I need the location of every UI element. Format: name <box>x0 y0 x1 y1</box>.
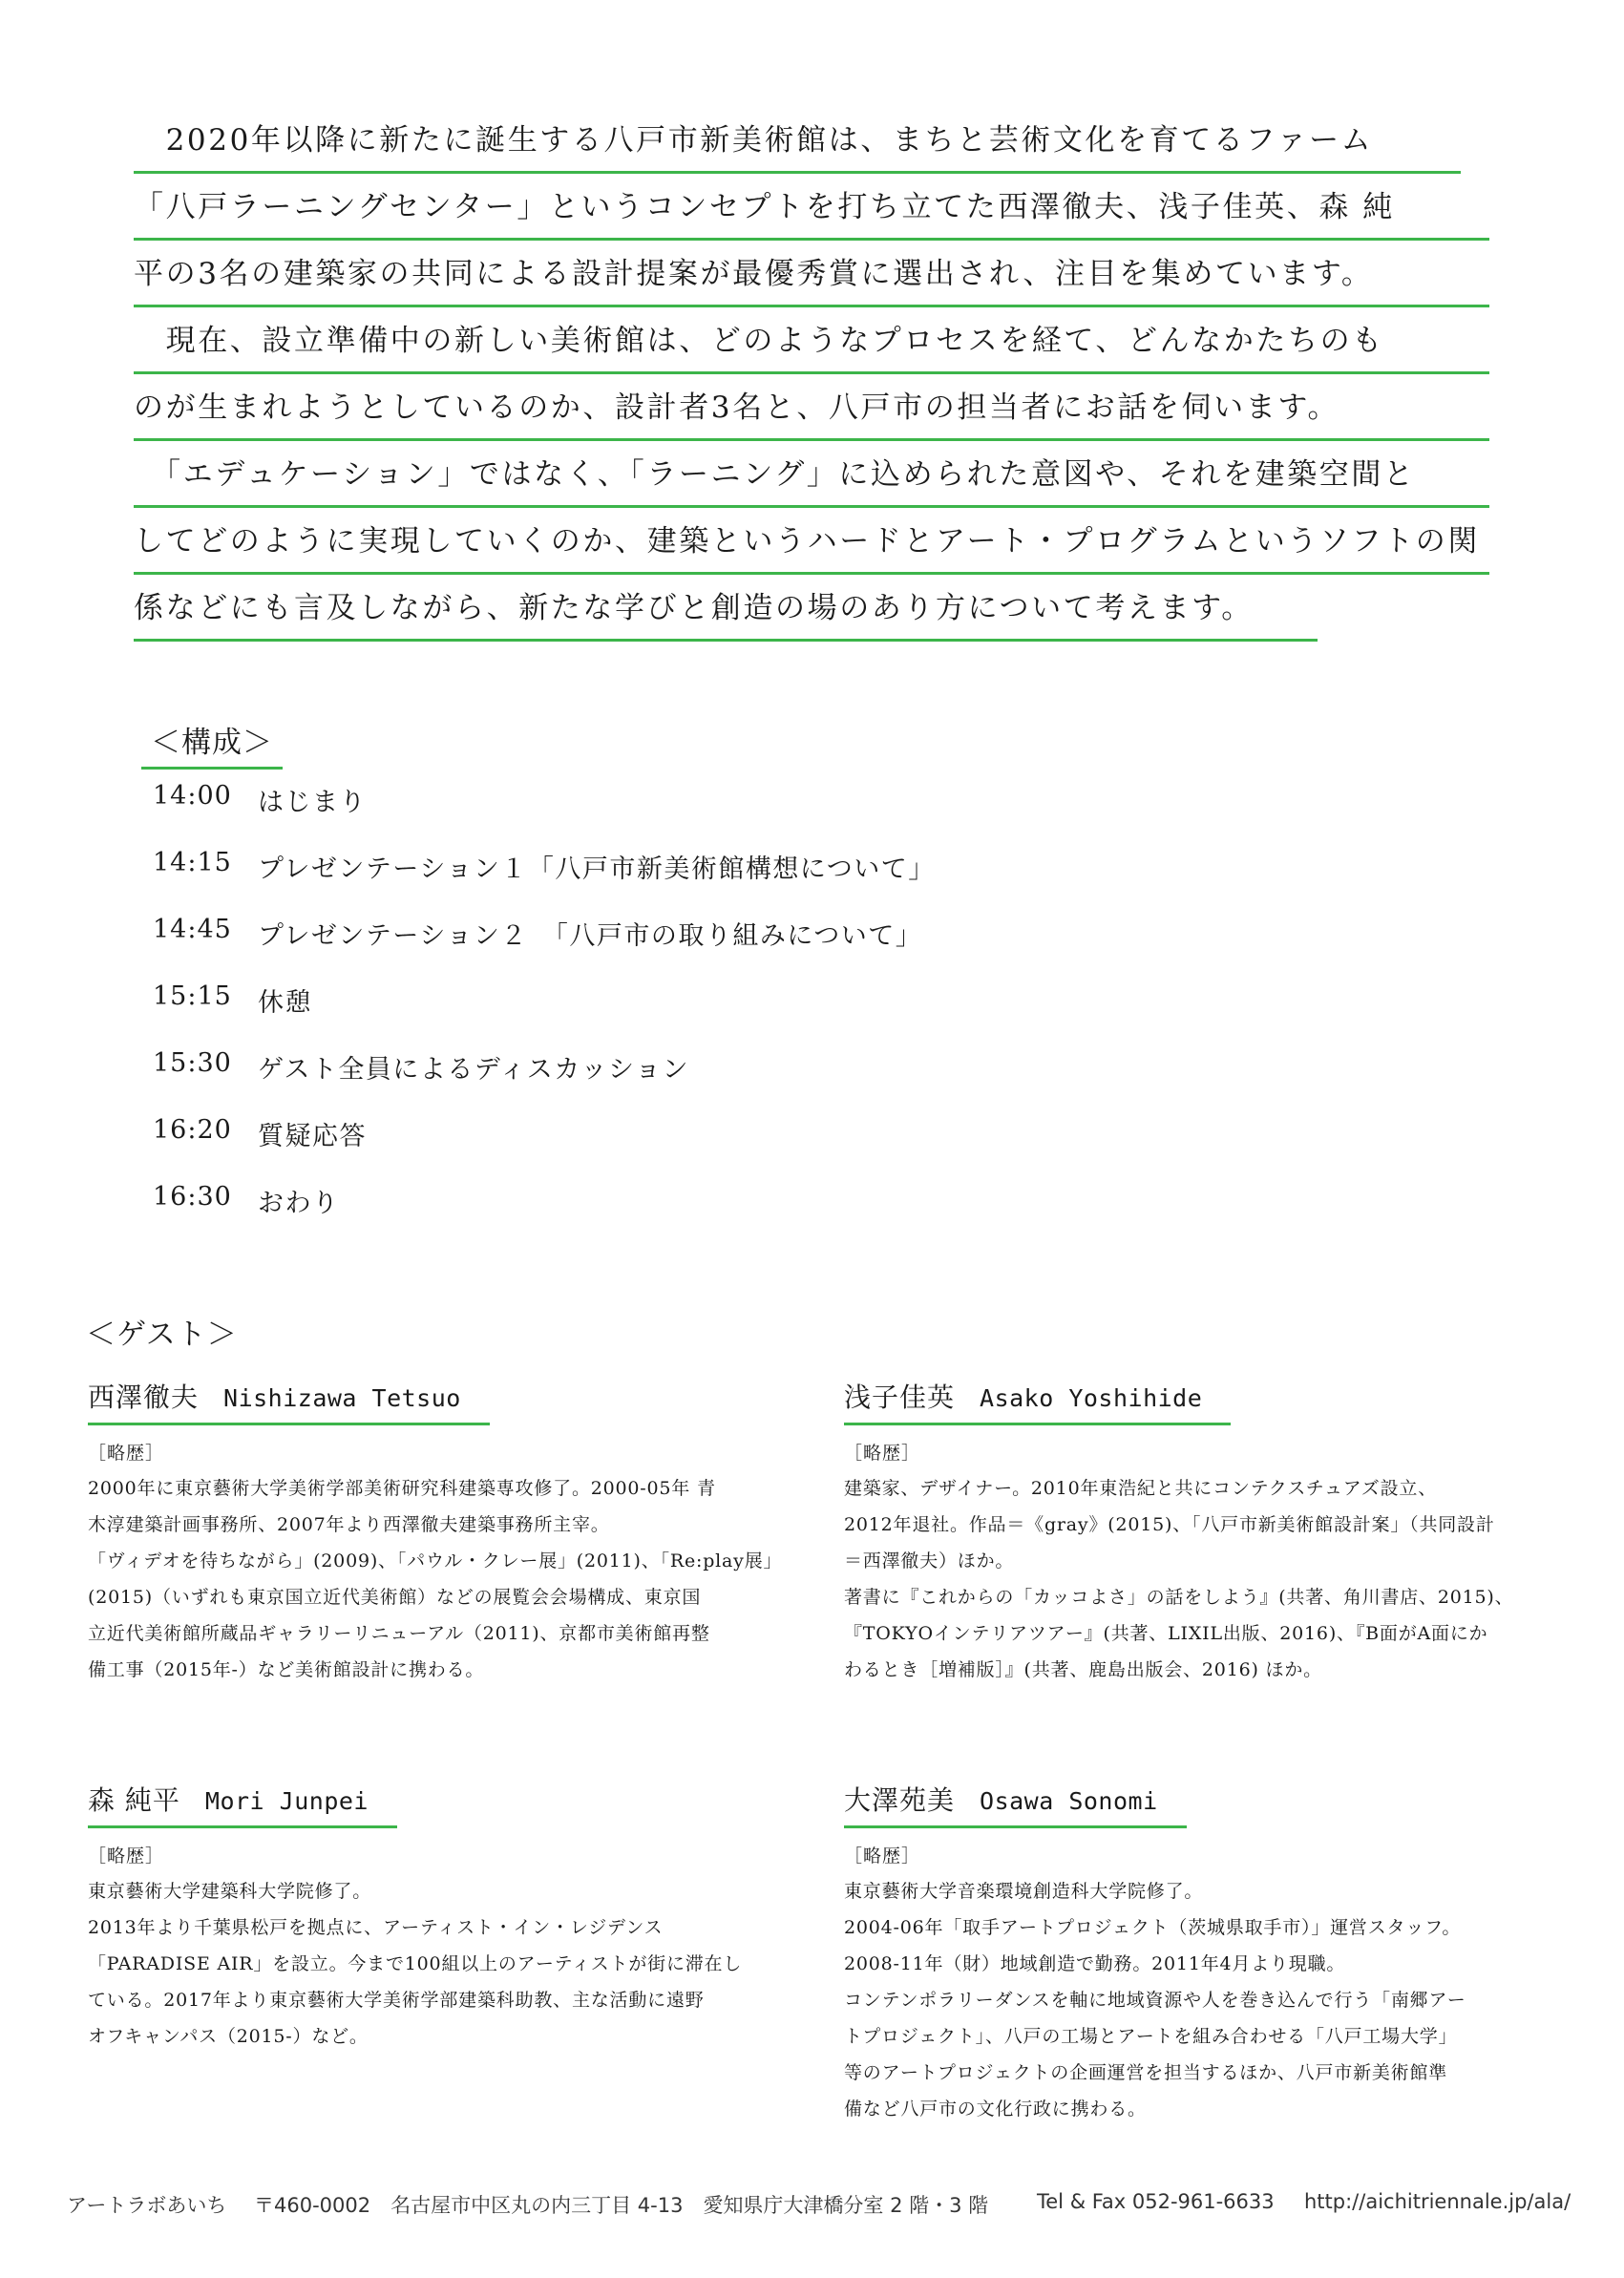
guest-bio-line: 2004-06年「取手アートプロジェクト（茨城県取手市）」運営スタッフ。 <box>844 1917 1462 1938</box>
guest-name-ja: 森 純平 <box>88 1784 180 1816</box>
guest-bio-line: (2015)（いずれも東京国立近代美術館）などの展覧会会場構成、東京国 <box>88 1587 702 1608</box>
schedule-time: 16:20 <box>153 1115 232 1145</box>
schedule-time: 15:30 <box>153 1048 232 1078</box>
guest-bio-line: 東京藝術大学音楽環境創造科大学院修了。 <box>844 1881 1204 1902</box>
schedule-time: 15:15 <box>153 981 232 1011</box>
guest-name <box>88 1780 397 1828</box>
schedule-time: 14:15 <box>153 848 232 877</box>
guest-name-ja: 西澤徹夫 <box>88 1382 200 1413</box>
guest-bio-line: オフキャンパス（2015-）など。 <box>88 2026 369 2047</box>
guest-bio-line: 著書に『これからの「カッコよさ」の話をしよう』(共著、角川書店、2015)、 <box>844 1587 1514 1608</box>
guest-bio-line: 立近代美術館所蔵品ギャラリーリニューアル（2011)、京都市美術館再整 <box>88 1623 710 1644</box>
guest-name-en: Mori Junpei <box>204 1787 369 1815</box>
intro-line: 係などにも言及しながら、新たな学びと創造の場のあり方について考えます。 <box>134 575 1318 642</box>
guest-bio-line: 2008-11年（財）地域創造で勤務。2011年4月より現職。 <box>844 1953 1346 1974</box>
guest-card <box>844 1780 1550 2127</box>
intro-line: 2020年以降に新たに誕生する八戸市新美術館は、まちと芸術文化を育てるファーム <box>134 107 1461 174</box>
schedule-label: 質疑応答 <box>258 1122 367 1151</box>
guest-bio-line: 備など八戸市の文化行政に携わる。 <box>844 2099 1147 2120</box>
schedule-heading: ＜構成＞ <box>141 718 283 770</box>
guest-name <box>88 1377 490 1425</box>
guest-bio-line: わるとき［増補版］』(共著、鹿島出版会、2016) ほか。 <box>844 1659 1322 1680</box>
guest-card <box>88 1377 794 1688</box>
intro-line: 「八戸ラーニングセンター」というコンセプトを打ち立てた西澤徹夫、浅子佳英、森 純 <box>134 174 1489 241</box>
guest-card <box>844 1377 1550 1688</box>
schedule-time: 14:00 <box>153 781 232 811</box>
guest-tag: ［略歴］ <box>88 1846 165 1867</box>
guest-name-en: Osawa Sonomi <box>980 1787 1158 1815</box>
schedule-label: プレゼンテーション１「八戸市新美術館構想について」 <box>258 854 936 884</box>
guest-bio-line: 『TOKYOインテリアツアー』(共著、LIXIL出版、2016)、『B面がA面にか <box>844 1623 1488 1644</box>
schedule-label: プレゼンテーション２ 「八戸市の取り組みについて」 <box>258 921 923 951</box>
guest-bio-line: 2012年退社。作品＝《gray》(2015)、「八戸市新美術館設計案」（共同設計 <box>844 1514 1495 1535</box>
footer-address: 〒460-0002 名古屋市中区丸の内三丁目 4-13 愛知県庁大津橋分室 2 階・3 階 <box>254 2194 989 2217</box>
schedule-label: はじまり <box>258 788 367 817</box>
guest-bio-line: 「PARADISE AIR」を設立。今まで100組以上のアーティストが街に滞在し <box>88 1953 743 1974</box>
guest-bio <box>88 1470 794 1688</box>
guest-bio-line: トプロジェクト」、八戸の工場とアートを組み合わせる「八戸工場大学」 <box>844 2026 1458 2047</box>
guest-bio-line: 東京藝術大学建築科大学院修了。 <box>88 1881 372 1902</box>
intro-line: のが生まれようとしているのか、設計者3名と、八戸市の担当者にお話を伺います。 <box>134 374 1489 441</box>
guest-bio-line: コンテンポラリーダンスを軸に地域資源や人を巻き込んで行う「南郷アー <box>844 1990 1466 2011</box>
intro-line: してどのように実現していくのか、建築というハードとアート・プログラムというソフトの関 <box>134 508 1489 575</box>
intro-line: 平の3名の建築家の共同による設計提案が最優秀賞に選出され、注目を集めています。 <box>134 241 1489 307</box>
guest-name-en: Asako Yoshihide <box>980 1384 1203 1412</box>
guest-name <box>844 1780 1187 1828</box>
guest-bio-line: 2000年に東京藝術大学美術学部美術研究科建築専攻修了。2000-05年 青 <box>88 1478 716 1499</box>
schedule-label: 休憩 <box>258 988 312 1018</box>
footer-tel: Tel & Fax 052-961-6633 <box>1037 2190 1275 2213</box>
guest-name-ja: 浅子佳英 <box>844 1382 956 1413</box>
schedule-time: 14:45 <box>153 915 232 944</box>
guest-tag: ［略歴］ <box>88 1443 165 1464</box>
guest-bio-line: ている。2017年より東京藝術大学美術学部建築科助教、主な活動に遠野 <box>88 1990 705 2011</box>
guest-bio-line: 等のアートプロジェクトの企画運営を担当するほか、八戸市新美術館準 <box>844 2062 1448 2083</box>
intro-line: 「エデュケーション」ではなく、「ラーニング」に込められた意図や、それを建築空間と <box>134 441 1489 508</box>
guest-card <box>88 1780 794 2055</box>
intro-line: 現在、設立準備中の新しい美術館は、どのようなプロセスを経て、どんなかたちのも <box>134 307 1489 374</box>
schedule-time: 16:30 <box>153 1182 232 1212</box>
guest-bio <box>88 1873 794 2055</box>
schedule-label: おわり <box>258 1189 340 1218</box>
schedule-label: ゲスト全員によるディスカッション <box>258 1055 689 1085</box>
guest-tag: ［略歴］ <box>844 1846 921 1867</box>
guest-tag: ［略歴］ <box>844 1443 921 1464</box>
guest-bio-line: 建築家、デザイナー。2010年東浩紀と共にコンテクスチュアズ設立、 <box>844 1478 1438 1499</box>
guests-heading: ＜ゲスト＞ <box>86 1318 238 1352</box>
guest-bio <box>844 1873 1550 2127</box>
footer-org: アートラボあいち <box>67 2194 227 2217</box>
guest-bio-line: ＝西澤徹夫）ほか。 <box>844 1550 1015 1571</box>
footer-url-link[interactable]: http://aichitriennale.jp/ala/ <box>1304 2190 1571 2213</box>
guest-bio-line: 「ヴィデオを待ちながら」(2009)、「パウル・クレー展」(2011)、「Re:play展」 <box>88 1550 783 1571</box>
guest-name-en: Nishizawa Tetsuo <box>223 1384 461 1412</box>
guest-bio-line: 2013年より千葉県松戸を拠点に、アーティスト・イン・レジデンス <box>88 1917 664 1938</box>
guest-name <box>844 1377 1231 1425</box>
guest-name-ja: 大澤苑美 <box>844 1784 956 1816</box>
guest-bio-line: 備工事（2015年-）など美術館設計に携わる。 <box>88 1659 485 1680</box>
guest-bio <box>844 1470 1550 1688</box>
guest-bio-line: 木淳建築計画事務所、2007年より西澤徹夫建築事務所主宰。 <box>88 1514 610 1535</box>
